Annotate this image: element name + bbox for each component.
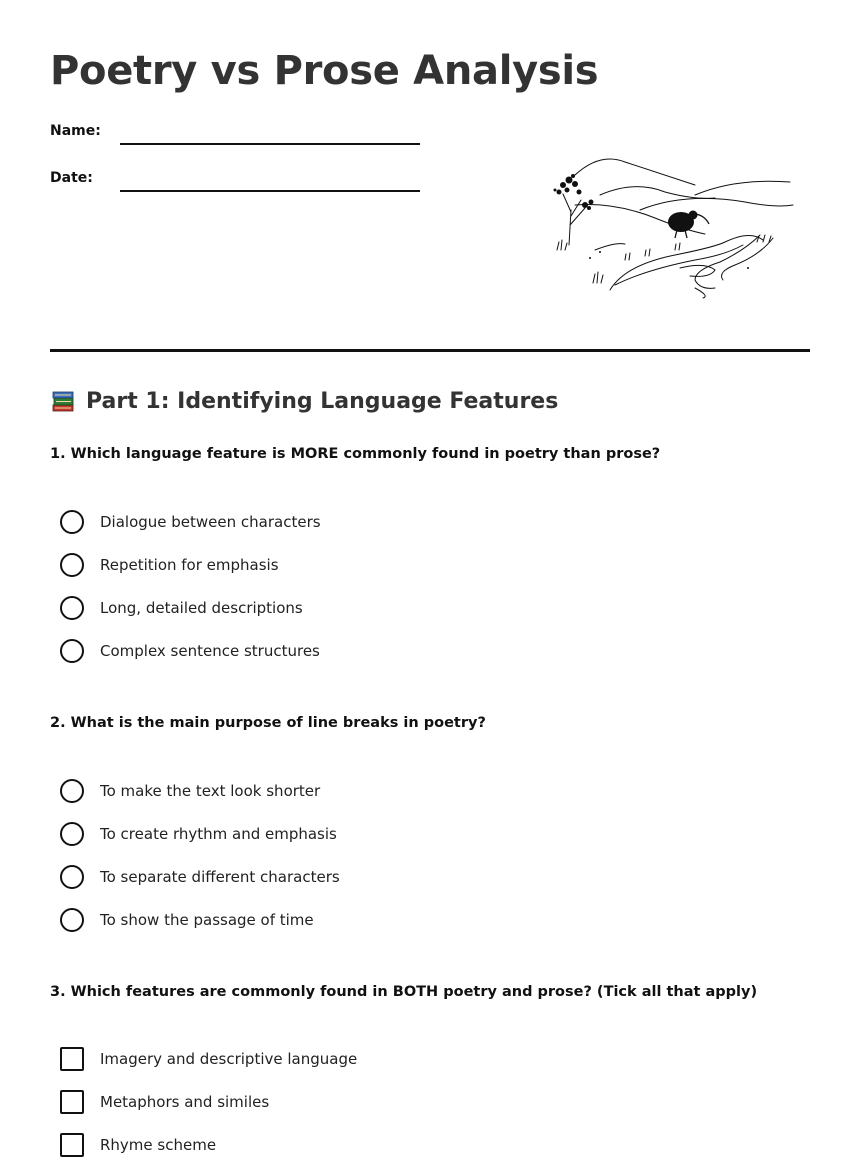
radio-button[interactable] (60, 596, 84, 620)
section-title-text: Part 1: Identifying Language Features (86, 388, 559, 414)
q2-option-4[interactable] (60, 908, 314, 932)
option-label: Dialogue between characters (100, 513, 321, 531)
radio-button[interactable] (60, 865, 84, 889)
radio-button[interactable] (60, 510, 84, 534)
name-underline (120, 143, 420, 145)
radio-button[interactable] (60, 779, 84, 803)
option-label: To create rhythm and emphasis (100, 825, 337, 843)
question-1-text: 1. Which language feature is MORE commonly found in poetry than prose? (50, 446, 661, 462)
name-field[interactable] (120, 121, 420, 143)
q3-option-3[interactable] (60, 1133, 216, 1157)
radio-button[interactable] (60, 639, 84, 663)
checkbox[interactable] (60, 1047, 84, 1071)
section-divider (50, 349, 810, 352)
checkbox[interactable] (60, 1133, 84, 1157)
name-label: Name: (50, 123, 101, 139)
option-label: Complex sentence structures (100, 642, 320, 660)
q3-option-2[interactable] (60, 1090, 269, 1114)
option-label: Long, detailed descriptions (100, 599, 303, 617)
q2-option-1[interactable] (60, 779, 320, 803)
q1-option-3[interactable] (60, 596, 303, 620)
page-title: Poetry vs Prose Analysis (50, 48, 599, 94)
option-label: Repetition for emphasis (100, 556, 279, 574)
radio-button[interactable] (60, 908, 84, 932)
books-icon (50, 388, 76, 414)
question-2-text: 2. What is the main purpose of line breaks in poetry? (50, 715, 486, 731)
option-label: To separate different characters (100, 868, 340, 886)
q3-option-1[interactable] (60, 1047, 357, 1071)
date-field[interactable] (120, 168, 420, 190)
date-label: Date: (50, 170, 93, 186)
q1-option-1[interactable] (60, 510, 321, 534)
q2-option-2[interactable] (60, 822, 337, 846)
option-label: To make the text look shorter (100, 782, 321, 800)
option-label: To show the passage of time (100, 911, 314, 929)
option-label: Imagery and descriptive language (100, 1050, 358, 1068)
q2-option-3[interactable] (60, 865, 340, 889)
q1-option-2[interactable] (60, 553, 279, 577)
radio-button[interactable] (60, 553, 84, 577)
option-label: Rhyme scheme (100, 1136, 217, 1154)
option-label: Metaphors and similes (100, 1093, 270, 1111)
radio-button[interactable] (60, 822, 84, 846)
kiwi-landscape-illustration (545, 150, 800, 305)
question-3-text: 3. Which features are commonly found in BOTH poetry and prose? (Tick all that apply) (50, 984, 758, 1000)
q1-option-4[interactable] (60, 639, 320, 663)
checkbox[interactable] (60, 1090, 84, 1114)
date-underline (120, 190, 420, 192)
section-title (50, 388, 558, 414)
